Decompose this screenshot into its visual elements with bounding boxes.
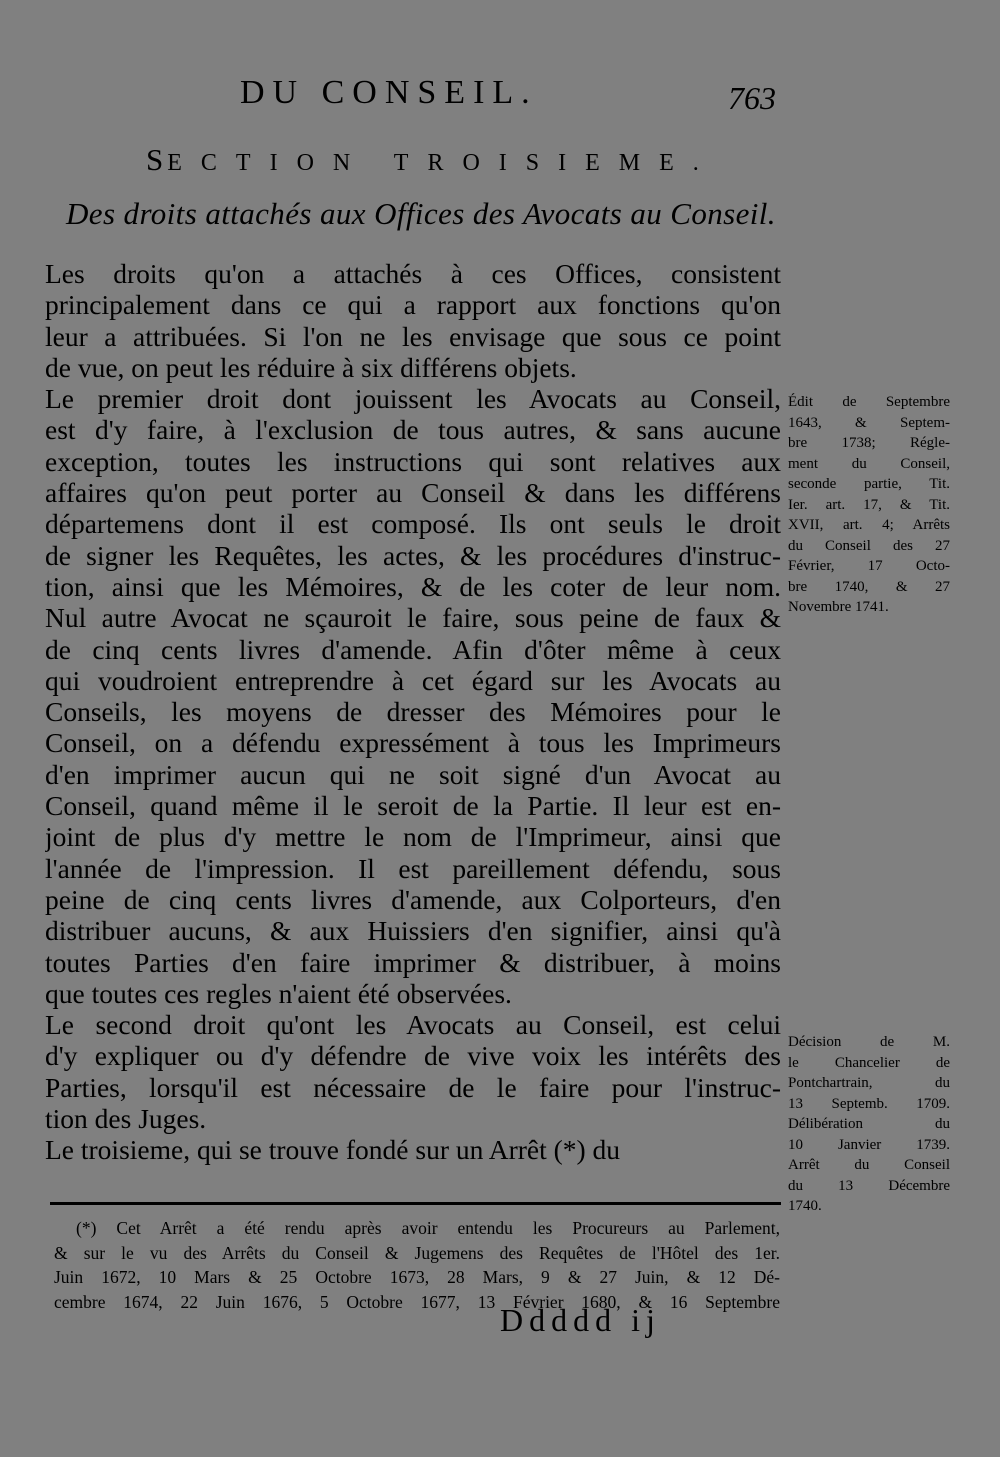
margin-note-line: bre 1740, & 27 [788,578,950,595]
body-line: exception, toutes les instructions qui sont relatives aux [45,445,781,477]
margin-note-line: Arrêt du Conseil [788,1157,950,1173]
body-line: distribuer aucuns, & aux Huissiers d'en signifier, ainsi qu'à [45,915,781,947]
body-line: Conseil, quand même il le seroit de la Partie. Il leur est en- [45,790,781,822]
margin-note-line: 1740. [788,1198,822,1214]
section-title-rest: ECTION TROISIEME. [167,150,718,176]
margin-note-line: 10 Janvier 1739. [788,1136,950,1153]
footnote-line: cembre 1674, 22 Juin 1676, 5 Octobre 1677, 13 Février 1680, & 16 Septembre [54,1291,780,1312]
margin-note-line: XVII, art. 4; Arrêts [788,517,950,533]
body-line: leur a attribuées. Si l'on ne les envisage que sous ce point [45,320,781,352]
body-line: peine de cinq cents livres d'amende, aux Colporteurs, d'en [45,883,781,915]
margin-note-line: ment du Conseil, [788,455,950,472]
body-line: Le premier droit dont jouissent les Avocats au Conseil, [45,383,781,415]
margin-note-line: Décision de M. [788,1034,950,1050]
margin-note-second [788,1032,950,1217]
margin-note-line: 1643, & Septem- [788,414,950,431]
body-line: Parties, lorsqu'il est nécessaire de le faire pour l'instruc- [45,1071,781,1103]
body-line: joint de plus d'y mettre le nom de l'Imprimeur, ainsi que [45,821,781,853]
body-line: tion des Juges. [45,1103,207,1135]
body-line: Les droits qu'on a attachés à ces Offices, consistent [45,258,781,289]
body-line: toutes Parties d'en faire imprimer & distribuer, à moins [45,946,781,978]
body-line: l'année de l'impression. Il est pareillement défendu, sous [45,852,781,884]
body-line: de signer les Requêtes, les actes, & les procédures d'instruc- [45,539,781,571]
body-line: Conseils, les moyens de dresser des Mémoires pour le [45,696,781,728]
margin-note-line: seconde partie, Tit. [788,476,950,492]
margin-note-first [788,392,950,618]
margin-note-line: 13 Septemb. 1709. [788,1095,950,1112]
running-head: DU CONSEIL. [240,74,538,111]
body-line: de vue, on peut les réduire à six différens objets. [45,351,577,383]
page-number: 763 [728,80,776,116]
footnote-line: & sur le vu des Arrêts du Conseil & Jugemens des Requêtes de l'Hôtel des 1er. [54,1242,780,1263]
footnote-line: Juin 1672, 10 Mars & 25 Octobre 1673, 28 Mars, 9 & 27 Juin, & 12 Dé- [54,1267,780,1287]
margin-note-line: Pontchartrain, du [788,1075,950,1091]
body-line: est d'y faire, à l'exclusion de tous autres, & sans aucune [45,414,781,446]
margin-note-line: le Chancelier de [788,1054,950,1071]
body-line: que toutes ces regles n'aient été observées. [45,977,512,1009]
margin-note-line: Délibération du [788,1116,950,1132]
body-line: Le troisieme, qui se trouve fondé sur un Arrêt (*) du [45,1134,621,1166]
body-line: Le second droit qu'ont les Avocats au Conseil, est celui [45,1009,781,1041]
section-title-initial: S [146,142,168,177]
body-line: Nul autre Avocat ne sçauroit le faire, sous peine de faux & [45,602,781,634]
margin-note-line: Ier. art. 17, & Tit. [788,496,950,513]
margin-note-line: Novembre 1741. [788,599,889,615]
footnote-line: (*) Cet Arrêt a été rendu après avoir entendu les Procureurs au Parlement, [76,1218,780,1238]
margin-note-line: bre 1738; Régle- [788,435,950,451]
margin-note-line: du 13 Décembre [788,1177,950,1194]
body-line: affaires qu'on peut porter au Conseil & dans les différens [45,477,781,509]
footnote-rule [50,1202,781,1205]
body-line: qui voudroient entreprendre à cet égard sur les Avocats au [45,664,781,696]
body-line: d'y expliquer ou d'y défendre de vive voix les intérêts des [45,1040,781,1072]
body-text [45,258,781,1166]
body-line: d'en imprimer aucun qui ne soit signé d'un Avocat au [45,758,781,790]
footnote [54,1216,780,1314]
section-subtitle: Des droits attachés aux Offices des Avocats au Conseil. [66,196,776,231]
signature-mark: Ddddd ij [500,1302,661,1338]
margin-note-line: du Conseil des 27 [788,537,950,554]
section-title [146,142,718,178]
body-line: de cinq cents livres d'amende. Afin d'ôter même à ceux [45,633,781,665]
body-line: Conseil, on a défendu expressément à tous les Imprimeurs [45,727,781,759]
body-line: départemens dont il est composé. Ils ont seuls le droit [45,508,781,540]
margin-note-line: Février, 17 Octo- [788,558,950,574]
margin-note-line: Édit de Septembre [788,394,950,410]
body-line: tion, ainsi que les Mémoires, & de les coter de leur nom. [45,570,781,602]
body-line: principalement dans ce qui a rapport aux fonctions qu'on [45,289,781,321]
